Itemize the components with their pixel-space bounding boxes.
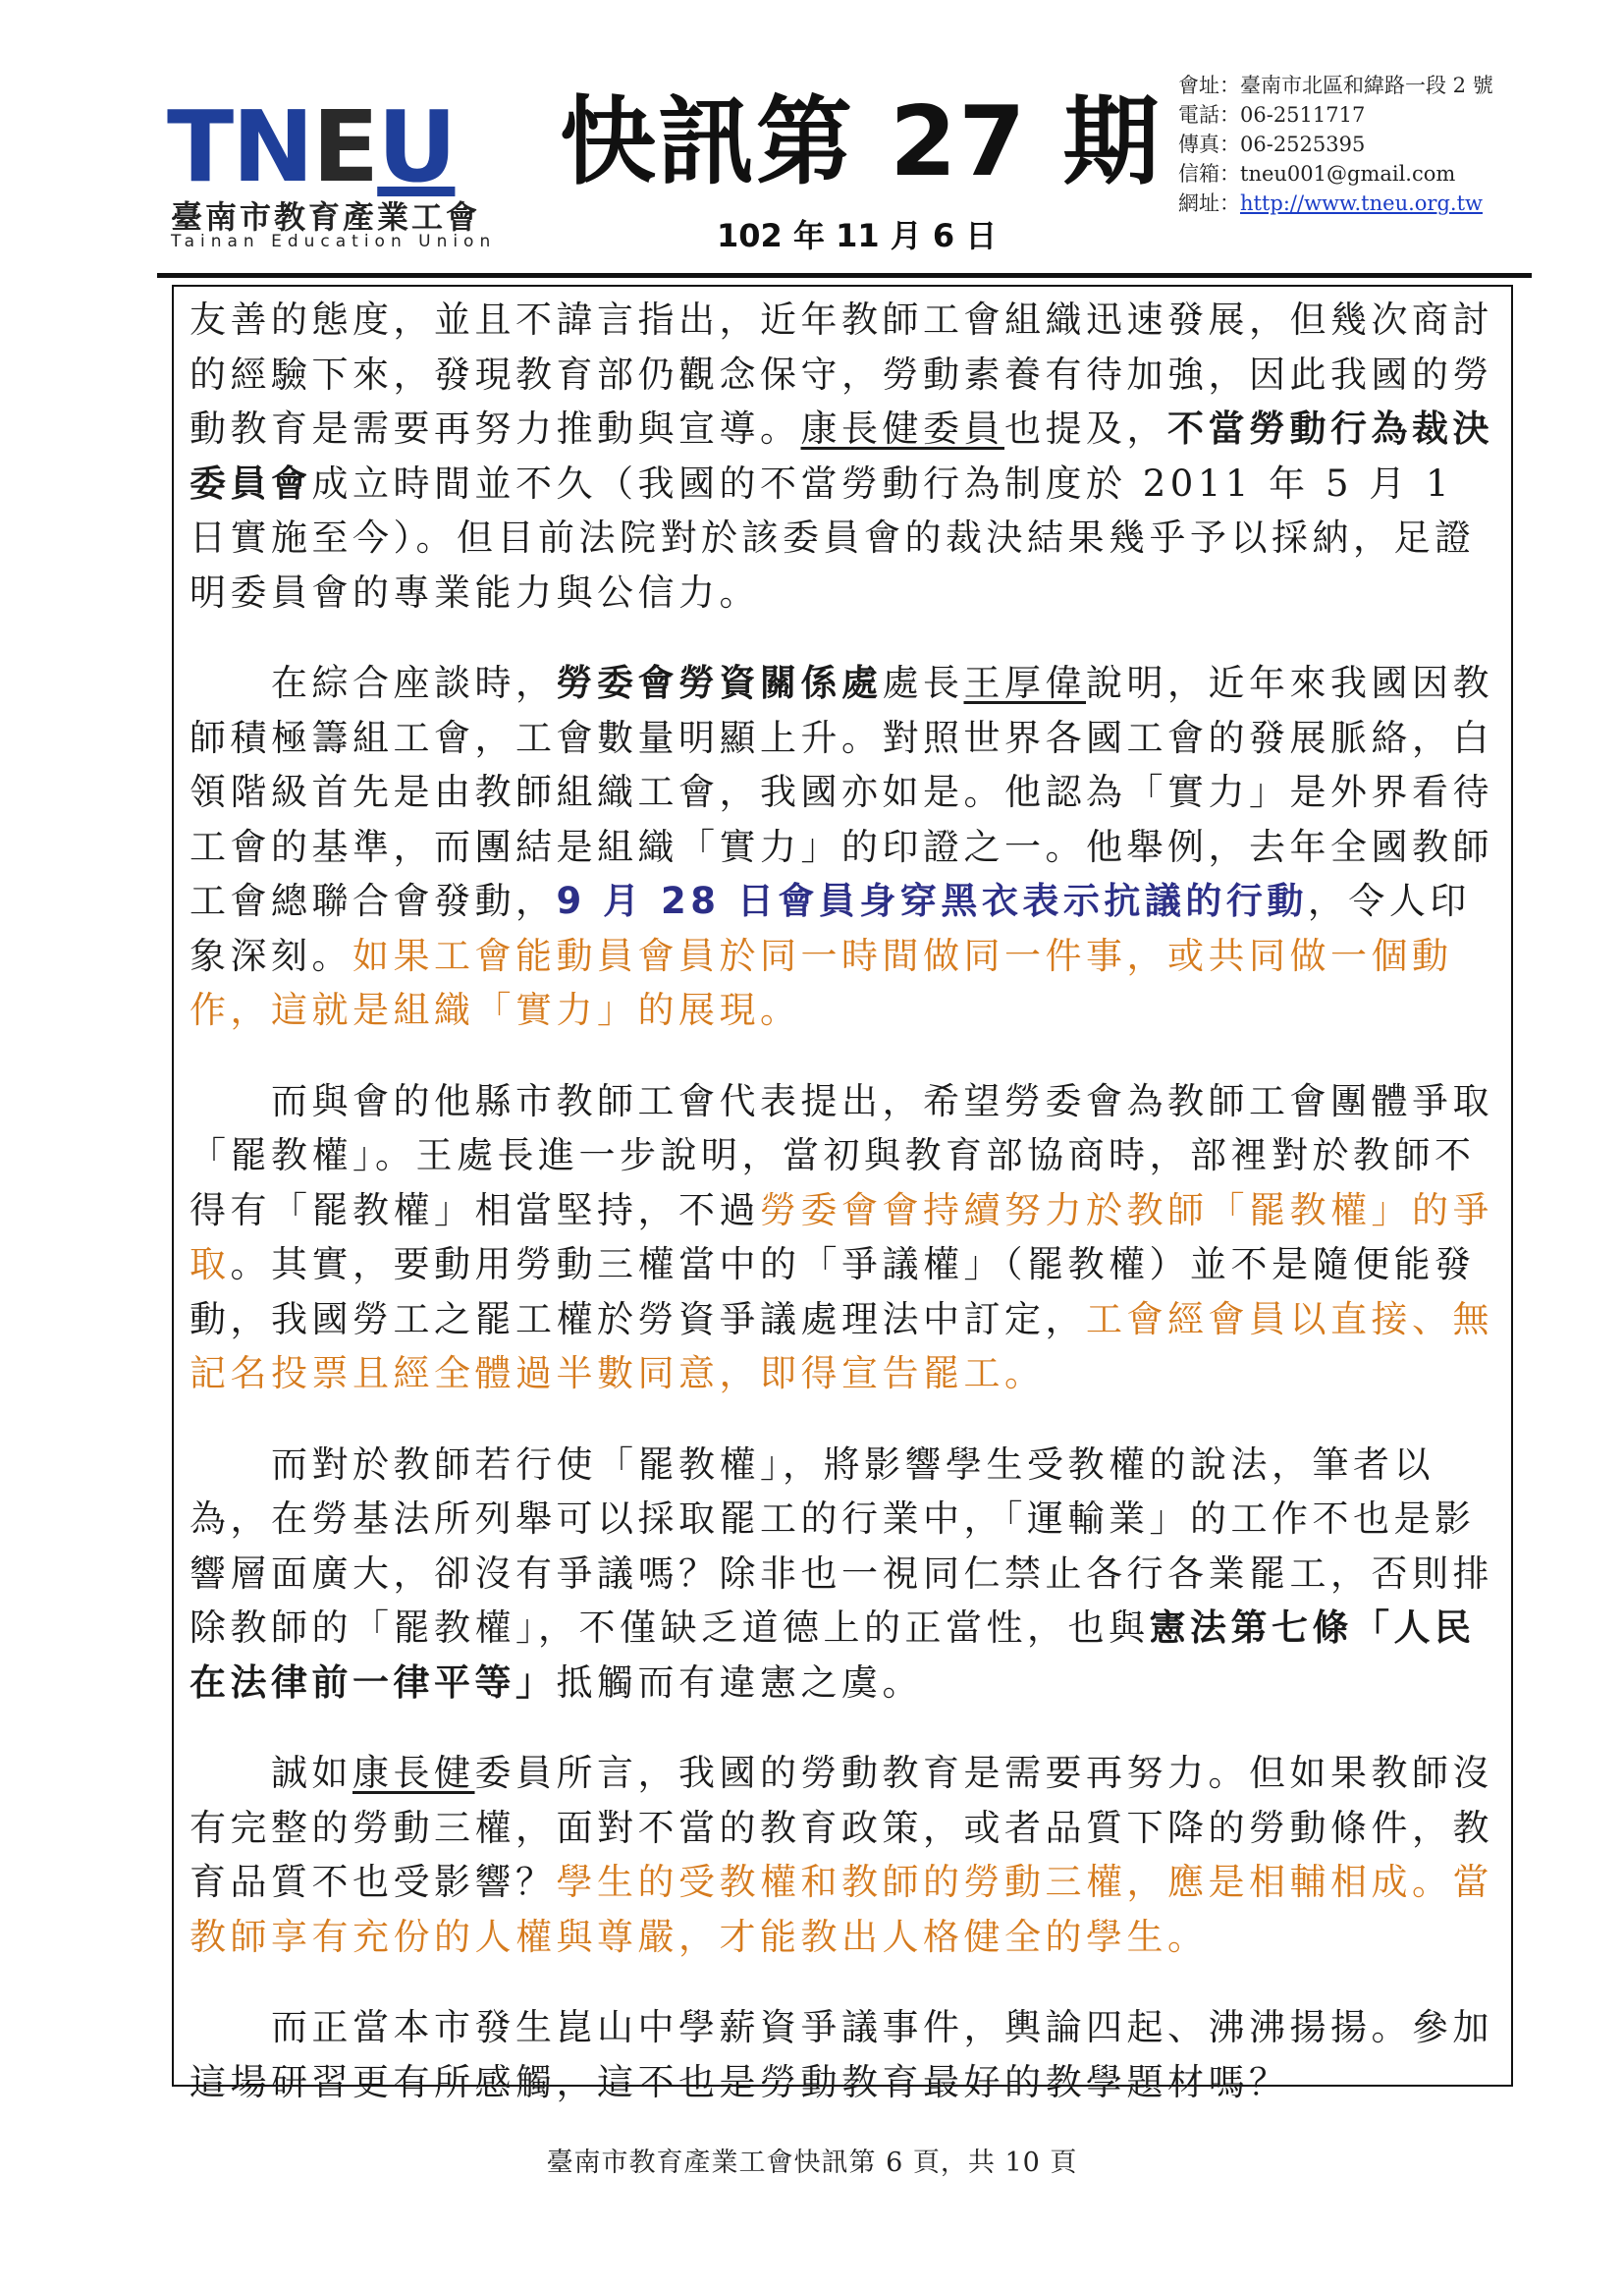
highlight-orange-text: 工會經會員以直接、無記名投票且經全體過半數同意，即得宣告罷工。 (189, 1297, 1493, 1394)
paragraph-2: 在綜合座談時，勞委會勞資關係處處長王厚偉說明，近年來我國因教師積極籌組工會，工會數量明顯上升。對照世界各國工會的發展脈絡，白領階級首先是由教師組織工會，我國亦如是。他認為「實力」是外界看待工會的基準，而團結是組織「實力」的印證之一。他舉例，去年全國教師工會總聯合會發動，9 月 28 日會員身穿黑衣表示抗議的行動，令人印象深刻。如果工會能動員會員於同一時間做同一件事，或共同做一個動作，這就是組織「實力」的展現。 (189, 662, 1493, 1031)
paragraph-6: 而正當本市發生崑山中學薪資爭議事件，輿論四起、沸沸揚揚。參加這場研習更有所感觸，這不也是勞動教育最好的教學題材嗎？ (189, 2006, 1493, 2103)
emphasis-text: 憲法第七條「人民在法律前一律平等」 (189, 1606, 1476, 1704)
paragraph-5: 誠如康長健委員所言，我國的勞動教育是需要再努力。但如果教師沒有完整的勞動三權，面對不當的教育政策，或者品質下降的勞動條件，教育品質不也受影響？學生的受教權和教師的勞動三權，應是相輔相成。當教師享有充份的人權與尊嚴，才能教出人格健全的學生。 (189, 1752, 1493, 1958)
person-name: 康長健 (352, 1752, 475, 1794)
logo-wordmark: TNEU (167, 89, 456, 204)
person-name: 康長健委員 (800, 408, 1004, 450)
contact-phone: 電話：06-2511717 (1178, 103, 1366, 127)
website-link[interactable]: http://www.tneu.org.tw (1240, 191, 1483, 215)
highlight-orange-text: 勞委會會持續努力於教師「罷教權」的爭取 (189, 1188, 1493, 1285)
highlight-orange-text: 學生的受教權和教師的勞動三權，應是相輔相成。當教師享有充份的人權與尊嚴，才能教出人格健全的學生。 (189, 1861, 1493, 1958)
issue-title: 快訊第 27 期 (560, 86, 1162, 198)
contact-address: 會址：臺南市北區和緯路一段 2 號 (1178, 74, 1493, 97)
paragraph-3: 而與會的他縣市教師工會代表提出，希望勞委會為教師工會團體爭取「罷教權」。王處長進一步說明，當初與教育部協商時，部裡對於教師不得有「罷教權」相當堅持，不過勞委會會持續努力於教師「罷教權」的爭取。其實，要動用勞動三權當中的「爭議權」（罷教權）並不是隨便能發動，我國勞工之罷工權於勞資爭議處理法中訂定，工會經會員以直接、無記名投票且經全體過半數同意，即得宣告罷工。 (189, 1079, 1493, 1394)
contact-info (1178, 71, 1551, 218)
emphasis-text: 不當勞動行為裁決委員會 (189, 408, 1493, 505)
highlight-orange-text: 如果工會能動員會員於同一時間做同一件事，或共同做一個動作，這就是組織「實力」的展現。 (189, 934, 1453, 1031)
contact-fax: 傳真：06-2525395 (1178, 133, 1366, 156)
contact-email: 信箱：tneu001@gmail.com (1178, 162, 1456, 186)
union-name-zh: 臺南市教育產業工會 (171, 198, 481, 236)
highlight-blue-text: 9 月 28 日會員身穿黑衣表示抗議的行動 (556, 880, 1308, 922)
person-name: 王厚偉 (963, 662, 1086, 704)
paragraph-4: 而對於教師若行使「罷教權」，將影響學生受教權的說法，筆者以為，在勞基法所列舉可以採取罷工的行業中，「運輸業」的工作不也是影響層面廣大，卻沒有爭議嗎？除非也一視同仁禁止各行各業罷工，否則排除教師的「罷教權」，不僅缺乏道德上的正當性，也與憲法第七條「人民在法律前一律平等」抵觸而有違憲之虞。 (189, 1442, 1493, 1704)
contact-website: 網址：http://www.tneu.org.tw (1178, 191, 1483, 215)
emphasis-text: 勞委會勞資關係處 (556, 662, 883, 704)
logo (167, 89, 540, 251)
issue-date: 102 年 11 月 6 日 (717, 217, 998, 254)
page-footer: 臺南市教育產業工會快訊第 6 頁，共 10 頁 (546, 2148, 1078, 2178)
paragraph-1: 友善的態度，並且不諱言指出，近年教師工會組織迅速發展，但幾次商討的經驗下來，發現教育部仍觀念保守，勞動素養有待加強，因此我國的勞動教育是需要再努力推動與宣導。康長健委員也提及，不當勞動行為裁決委員會成立時間並不久（我國的不當勞動行為制度於 2011 年 5 月 1 日實施至今）。但目前法院對於該委員會的裁決結果幾乎予以採納，足證明委員會的專業能力與公信力。 (189, 299, 1493, 614)
article-body (189, 293, 1505, 2109)
header-divider (157, 273, 1532, 278)
union-name-en: Tainan Education Union (171, 232, 497, 251)
